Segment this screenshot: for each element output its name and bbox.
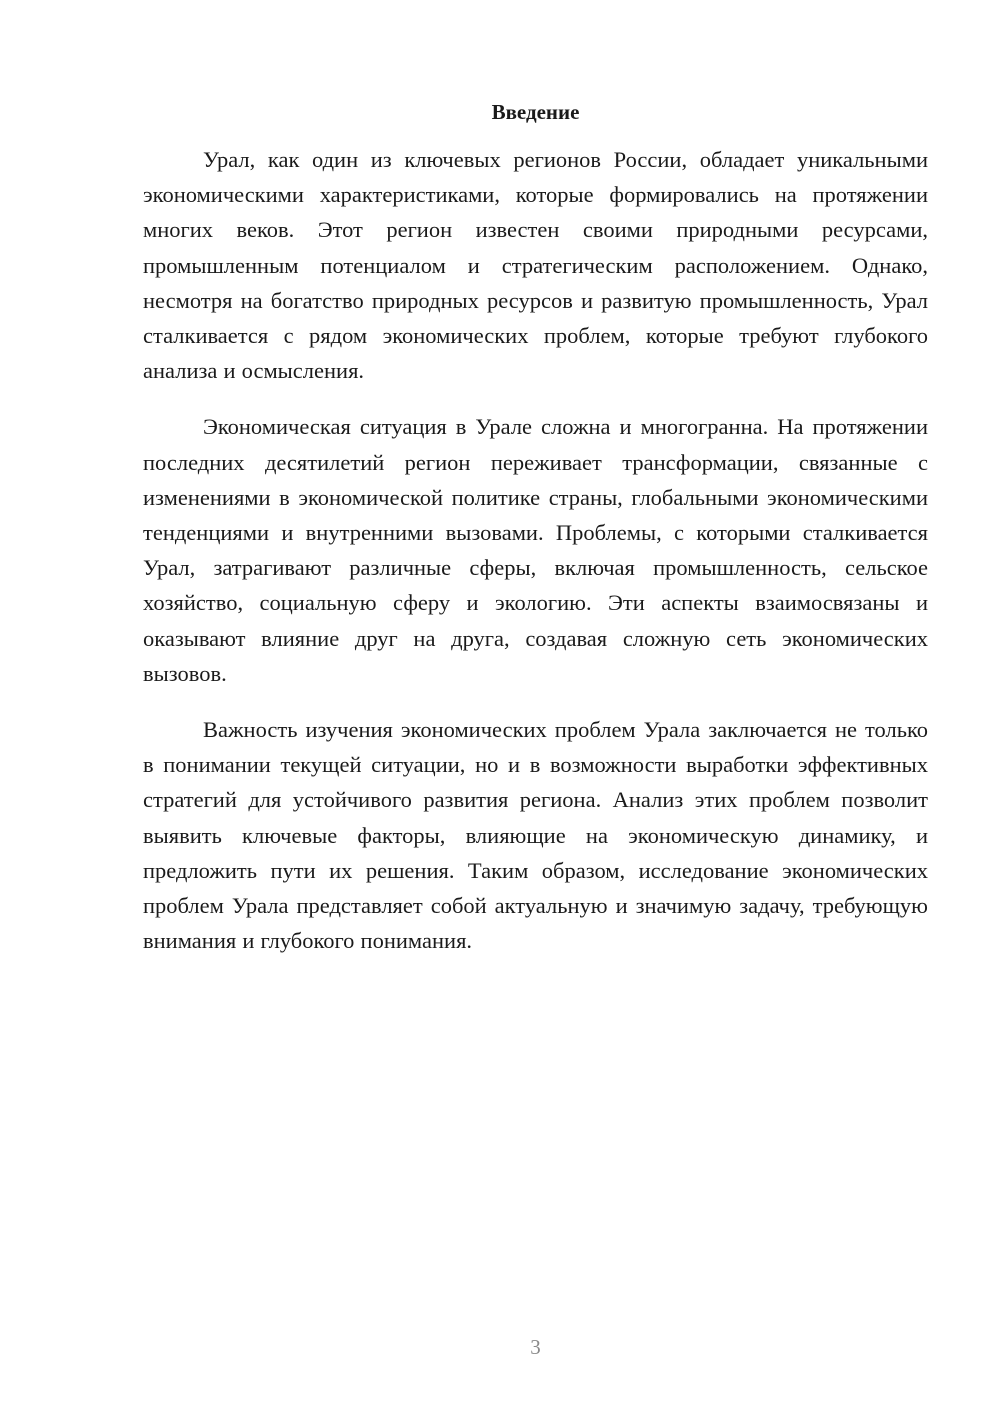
page-number: 3 — [530, 1335, 541, 1359]
section-title: Введение — [491, 100, 580, 124]
body-text — [143, 142, 928, 979]
paragraph-2: Экономическая ситуация в Урале сложна и многогранна. На протяжении последних десятилетий регион переживает трансформации, связанные с изменениями в экономической политике страны, глобальными экономическими тенденциями и внутренними вызовами. Проблемы, с которыми сталкивается Урал, затрагивают различные сферы, включая промышленность, сельское хозяйство, социальную сферу и экологию. Эти аспекты взаимосвязаны и оказывают влияние друг на друга, создавая сложную сеть экономических вызовов. — [143, 414, 928, 686]
paragraph-3: Важность изучения экономических проблем Урала заключается не только в понимании текущей ситуации, но и в возможности выработки эффективных стратегий для устойчивого развития региона. Анализ этих проблем позволит выявить ключевые факторы, влияющие на экономическую динамику, и предложить пути их решения. Таким образом, исследование экономических проблем Урала представляет собой актуальную и значимую задачу, требующую внимания и глубокого понимания. — [143, 717, 928, 954]
paragraph-1: Урал, как один из ключевых регионов России, обладает уникальными экономическими характеристиками, которые формировались на протяжении многих веков. Этот регион известен своими природными ресурсами, промышленным потенциалом и стратегическим расположением. Однако, несмотря на богатство природных ресурсов и развитую промышленность, Урал сталкивается с рядом экономических проблем, которые требуют глубокого анализа и осмысления. — [143, 147, 928, 384]
